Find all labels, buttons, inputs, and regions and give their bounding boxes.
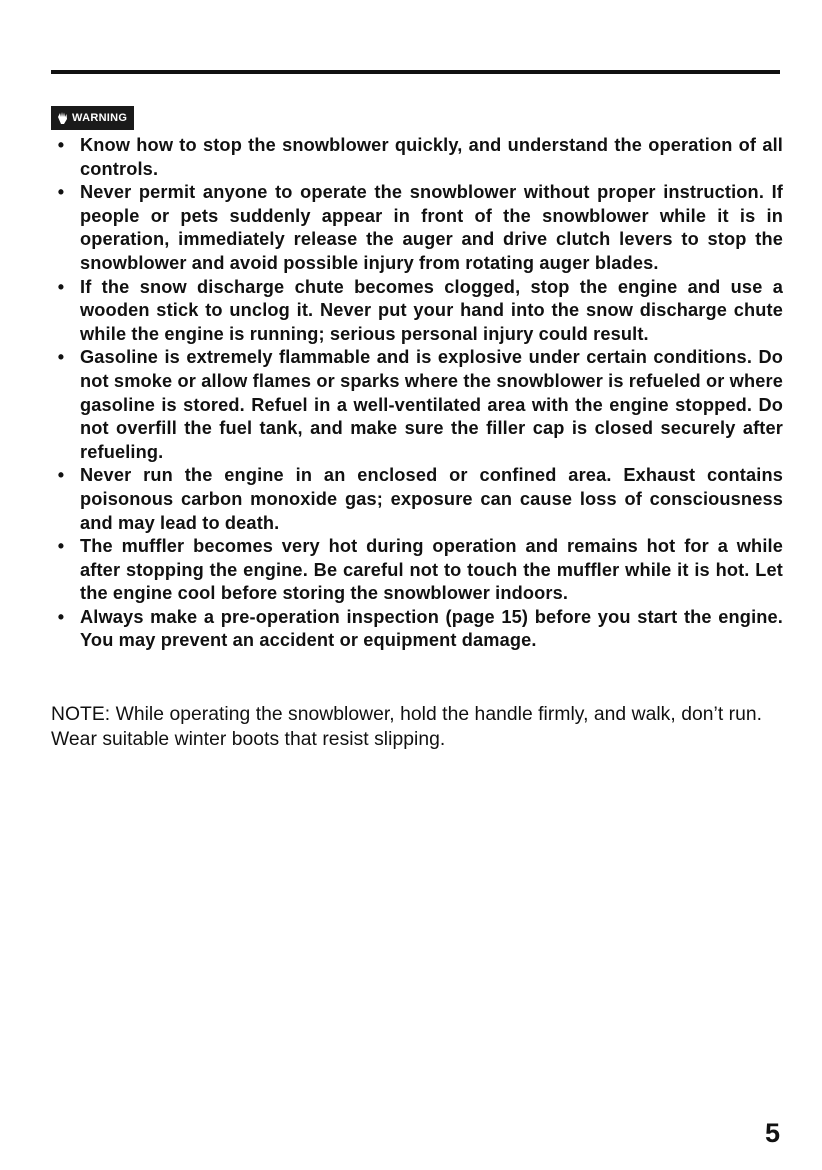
warning-label: WARNING: [72, 112, 128, 124]
header-rule: [51, 70, 780, 74]
bullet-icon: •: [57, 135, 65, 155]
bullet-icon: •: [57, 536, 65, 557]
warning-text: Always make a pre-operation inspection (page 15) before you start the engine. You may prevent an accident or equipment damage.: [80, 606, 783, 651]
page-number: 5: [764, 1118, 780, 1148]
warning-item: [51, 535, 783, 606]
note-paragraph: NOTE: While operating the snowblower, hold the handle firmly, and walk, don’t run. Wear suitable winter boots that resist slipping.: [51, 704, 763, 750]
warning-text: Know how to stop the snowblower quickly, and understand the operation of all controls.: [80, 135, 783, 179]
warning-text: Never permit anyone to operate the snowblower without proper instruction. If people or pets suddenly appear in front of the snowblower while it is in operation, immediately release the auger and drive clutch levers to stop the snowblower and avoid possible injury from rotating auger blades.: [80, 182, 783, 273]
warning-item: [51, 181, 783, 275]
bullet-icon: •: [57, 606, 65, 627]
bullet-icon: •: [57, 347, 65, 368]
bullet-icon: •: [57, 465, 65, 486]
hand-warning-icon: [56, 111, 70, 125]
warning-item: [51, 606, 783, 653]
warning-text: Gasoline is extremely flammable and is explosive under certain conditions. Do not smoke or allow flames or sparks where the snowblower is refueled or where gasoline is stored. Refuel in a well-ventilated area with the engine stopped. Do not overfill the fuel tank, and make sure the filler cap is closed securely after refueling.: [80, 347, 783, 462]
warning-text: Never run the engine in an enclosed or confined area. Exhaust contains poisonous carbon monoxide gas; exposure can cause loss of consciousness and may lead to death.: [80, 465, 783, 533]
warning-item: [51, 346, 783, 464]
warning-text: If the snow discharge chute becomes clogged, stop the engine and use a wooden stick to unclog it. Never put your hand into the snow discharge chute while the engine is running; serious personal injury could result.: [80, 276, 783, 344]
warning-item: [51, 276, 783, 347]
warning-badge: [51, 106, 134, 130]
warning-text: The muffler becomes very hot during operation and remains hot for a while after stopping the engine. Be careful not to touch the muffler while it is hot. Let the engine cool before storing the snowblower indoors.: [80, 536, 783, 604]
warning-item: [51, 464, 783, 535]
warning-item: [51, 134, 783, 181]
bullet-icon: •: [57, 276, 65, 297]
warning-list: [51, 134, 783, 653]
bullet-icon: •: [57, 182, 65, 203]
